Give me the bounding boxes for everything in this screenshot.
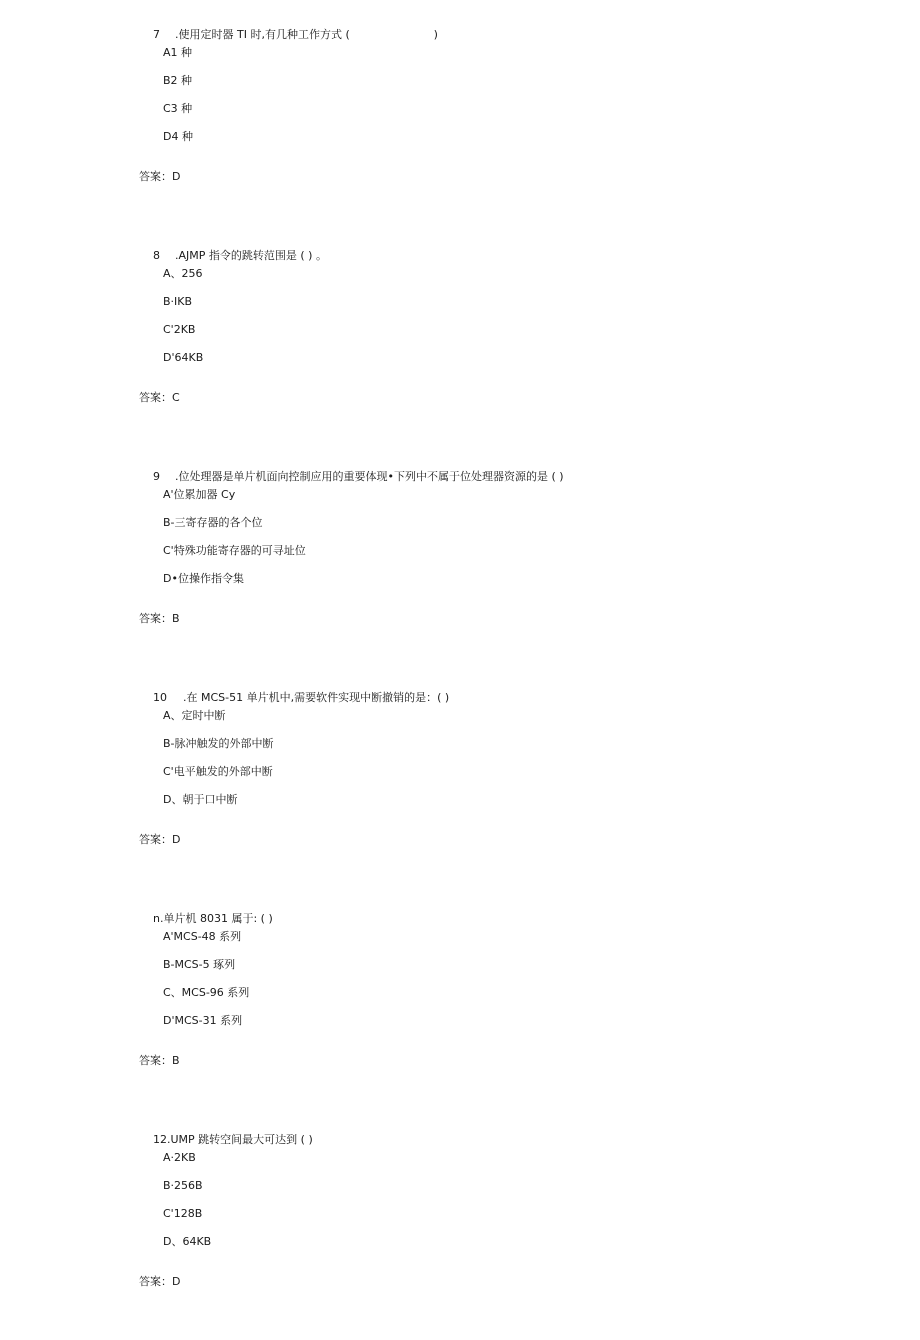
question-12: [139, 1119, 839, 1319]
answer-line: [139, 391, 180, 405]
option-c: C3 种: [163, 102, 193, 115]
answer-label: 答案：: [139, 1275, 172, 1288]
option-c: C'2KB: [163, 323, 196, 336]
answer-value: D: [172, 1275, 181, 1288]
option-b: B-脉冲触发的外部中断: [163, 737, 274, 750]
option-d: D、64KB: [163, 1235, 212, 1248]
question-11: [139, 898, 839, 1098]
answer-label: 答案：: [139, 612, 172, 625]
question-9: [139, 456, 839, 656]
option-c: C'电平触发的外部中断: [163, 765, 273, 778]
option-a: A、256: [163, 267, 203, 280]
answer-label: 答案：: [139, 1054, 172, 1067]
option-a: A'MCS-48 系列: [163, 930, 242, 943]
option-a: A'位累加器 Cy: [163, 488, 236, 501]
question-text: .AJMP 指令的跳转范围是 ( ) 。: [175, 249, 327, 262]
option-b: B-MCS-5 琢列: [163, 958, 236, 971]
option-a: A·2KB: [163, 1151, 196, 1164]
question-number: 10: [153, 691, 167, 704]
answer-value: B: [172, 612, 180, 625]
question-text: n.单片机 8031 属于: ( ): [153, 912, 273, 925]
option-d: D'MCS-31 系列: [163, 1014, 243, 1027]
answer-line: [139, 612, 180, 626]
question-10: [139, 677, 839, 877]
question-text: .位处理器是单片机面向控制应用的重要体现•下列中不属于位处理器资源的是 ( ): [175, 470, 564, 483]
option-b: B·IKB: [163, 295, 193, 308]
answer-line: [139, 1275, 180, 1289]
option-d: D、朝于口中断: [163, 793, 238, 806]
answer-line: [139, 833, 180, 847]
question-text: .使用定时器 TI 时,有几种工作方式 ( ): [175, 28, 438, 41]
question-number: 7: [153, 28, 160, 41]
question-number: 8: [153, 249, 160, 262]
option-c: C'128B: [163, 1207, 203, 1220]
option-d: D•位操作指令集: [163, 572, 244, 585]
question-8: [139, 235, 839, 435]
answer-label: 答案：: [139, 170, 172, 183]
answer-line: [139, 170, 180, 184]
option-b: B·256B: [163, 1179, 203, 1192]
option-a: A1 种: [163, 46, 193, 59]
question-text: .在 MCS-51 单片机中,需要软件实现中断撤销的是：( ): [183, 691, 450, 704]
answer-line: [139, 1054, 180, 1068]
question-7: [139, 14, 839, 214]
answer-label: 答案：: [139, 833, 172, 846]
option-c: C'特殊功能寄存器的可寻址位: [163, 544, 306, 557]
question-number: 9: [153, 470, 160, 483]
question-text: 12.UMP 跳转空间最大可达到 ( ): [153, 1133, 313, 1146]
option-c: C、MCS-96 系列: [163, 986, 250, 999]
answer-value: B: [172, 1054, 180, 1067]
option-d: D'64KB: [163, 351, 204, 364]
option-d: D4 种: [163, 130, 193, 143]
option-a: A、定时中断: [163, 709, 226, 722]
answer-label: 答案：: [139, 391, 172, 404]
option-b: B-三寄存器的各个位: [163, 516, 263, 529]
option-b: B2 种: [163, 74, 193, 87]
answer-value: C: [172, 391, 180, 404]
answer-value: D: [172, 833, 181, 846]
answer-value: D: [172, 170, 181, 183]
